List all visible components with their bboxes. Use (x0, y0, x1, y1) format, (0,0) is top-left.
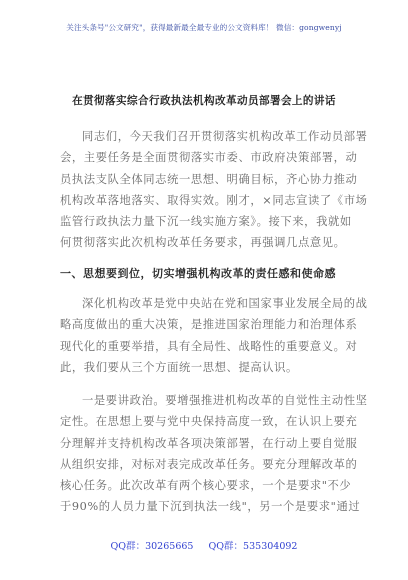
paragraph-line: 员执法支队全体同志统一思想、明确目标，齐心协力推动 (60, 172, 358, 186)
paragraph-line: 机构改革落地落实、取得实效。刚才，×同志宣读了《市场 (60, 193, 368, 207)
paragraph-line: 此，我们要从三个方面统一思想、提高认识。 (60, 360, 298, 374)
paragraph-line: 从组织安排，对标对表完成改革任务。要充分理解改革的 (60, 457, 358, 471)
document-title: 在贯彻落实综合行政执法机构改革动员部署会上的讲话 (72, 95, 336, 107)
paragraph-line: 核心任务。此次改革有两个核心要求，一个是要求"不少 (60, 479, 352, 493)
footer-qq-group-1: QQ群：30265665 (110, 541, 194, 552)
paragraph-line: 分理解并支持机构改革各项决策部署，在行动上要自觉服 (60, 436, 358, 450)
paragraph-line: 一是要讲政治。要增强推进机构改革的自觉性主动性坚 (82, 394, 368, 407)
paragraph-line: 何贯彻落实此次机构改革任务要求，再强调几点意见。 (60, 236, 346, 250)
section1-paragraph-1 (60, 293, 368, 378)
paragraph-line: 略高度做出的重大决策，是推进国家治理能力和治理体系 (60, 318, 358, 332)
paragraph-line: 定性。在思想上要与党中央保持高度一致，在认识上要充 (60, 415, 358, 429)
section1-paragraph-2 (60, 390, 368, 518)
paragraph-line: 深化机构改革是党中央站在党和国家事业发展全局的战 (82, 297, 368, 310)
intro-paragraph (60, 126, 368, 254)
section-heading: 一、思想要到位，切实增强机构改革的责任感和使命感 (60, 267, 336, 280)
paragraph-line: 现代化的重要举措，具有全局性、战略性的重要意义。对 (60, 339, 358, 353)
header-promo-text: 关注头条号"公文研究"，获得最新最全最专业的公文资料库！ 微信：gongwenyj (66, 23, 342, 32)
paragraph-line: 于90%的人员力量下沉到执法一线"，另一个是要求"通过 (60, 500, 361, 514)
paragraph-line: 会，主要任务是全面贯彻落实市委、市政府决策部署，动 (60, 151, 358, 165)
paragraph-line: 同志们，今天我们召开贯彻落实机构改革工作动员部署 (82, 130, 368, 143)
footer-contacts (0, 538, 408, 552)
footer-qq-group-2: QQ群：535304092 (208, 541, 298, 552)
paragraph-line: 监管行政执法力量下沉一线实施方案》。接下来，我就如 (60, 215, 352, 229)
